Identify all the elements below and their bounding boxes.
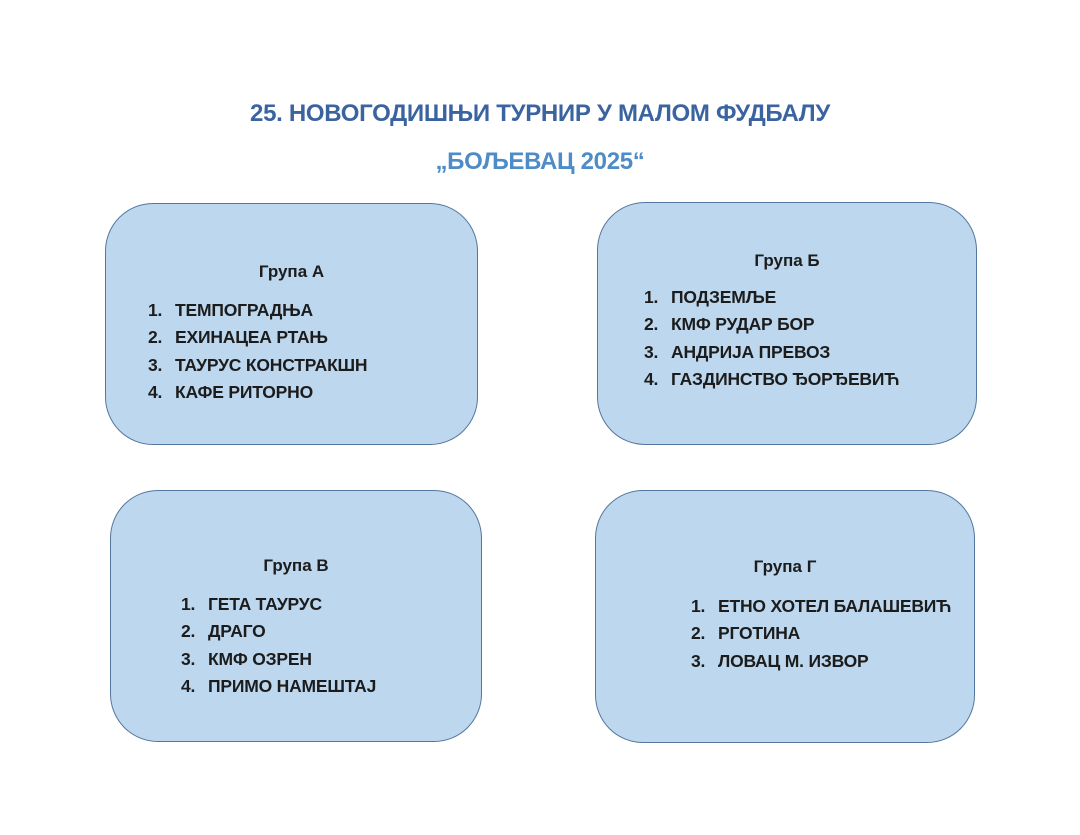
team-row [148, 324, 477, 351]
team-name: ГАЗДИНСТВО ЂОРЂЕВИЋ [671, 369, 900, 390]
team-number: 2. [148, 327, 163, 348]
team-name: ГЕТА ТАУРУС [208, 594, 322, 614]
team-name: ПРИМО НАМЕШТАЈ [208, 676, 377, 697]
team-number: 4. [148, 382, 163, 403]
page-subtitle: „БОЉЕВАЦ 2025“ [435, 148, 645, 175]
group-v-team-list [111, 591, 481, 701]
team-number: 3. [691, 650, 706, 671]
page-title: 25. НОВОГОДИШЊИ ТУРНИР У МАЛОМ ФУДБАЛУ [250, 100, 830, 127]
group-v-box [110, 490, 482, 742]
team-row [644, 311, 976, 338]
team-row [148, 352, 477, 379]
team-name: РГОТИНА [718, 623, 801, 644]
team-row [644, 339, 976, 366]
team-number: 2. [181, 621, 196, 642]
team-number: 2. [644, 314, 659, 335]
group-b-box [597, 202, 977, 445]
group-g-box [595, 490, 975, 743]
team-row [691, 648, 974, 675]
team-number: 1. [181, 594, 196, 614]
team-row [148, 379, 477, 406]
team-name: ЕТНО ХОТЕЛ БАЛАШЕВИЋ [718, 596, 952, 616]
team-row [181, 591, 481, 618]
team-name: АНДРИЈА ПРЕВОЗ [671, 341, 831, 362]
team-name: ЕХИНАЦЕА РТАЊ [175, 327, 328, 348]
team-number: 4. [644, 369, 659, 390]
group-a-title: Група А [258, 262, 325, 281]
group-v-title: Група В [263, 556, 329, 575]
team-row [644, 366, 976, 393]
team-number: 1. [644, 287, 659, 307]
team-name: КАФЕ РИТОРНО [175, 382, 313, 403]
team-number: 1. [148, 300, 163, 320]
team-name: ПОДЗЕМЉЕ [671, 287, 777, 307]
team-number: 3. [644, 341, 659, 362]
group-b-team-list [598, 284, 976, 394]
group-g-team-list [596, 593, 974, 675]
team-row [181, 673, 481, 700]
team-row [691, 593, 974, 620]
team-name: ДРАГО [208, 621, 266, 642]
group-a-team-list [106, 297, 477, 407]
team-number: 1. [691, 596, 706, 616]
team-row [148, 297, 477, 324]
team-number: 2. [691, 623, 706, 644]
team-name: КМФ РУДАР БОР [671, 314, 815, 335]
team-row [644, 284, 976, 311]
group-g-title: Група Г [753, 557, 817, 576]
team-row [181, 646, 481, 673]
group-a-box [105, 203, 478, 445]
team-name: ТЕМПОГРАДЊА [175, 300, 313, 320]
group-b-title: Група Б [754, 251, 820, 270]
team-row [181, 618, 481, 645]
team-number: 3. [148, 354, 163, 375]
team-number: 3. [181, 648, 196, 669]
team-name: ЛОВАЦ М. ИЗВОР [718, 650, 869, 671]
team-name: ТАУРУС КОНСТРАКШН [175, 354, 368, 375]
team-number: 4. [181, 676, 196, 697]
team-name: КМФ ОЗРЕН [208, 648, 312, 669]
team-row [691, 620, 974, 647]
